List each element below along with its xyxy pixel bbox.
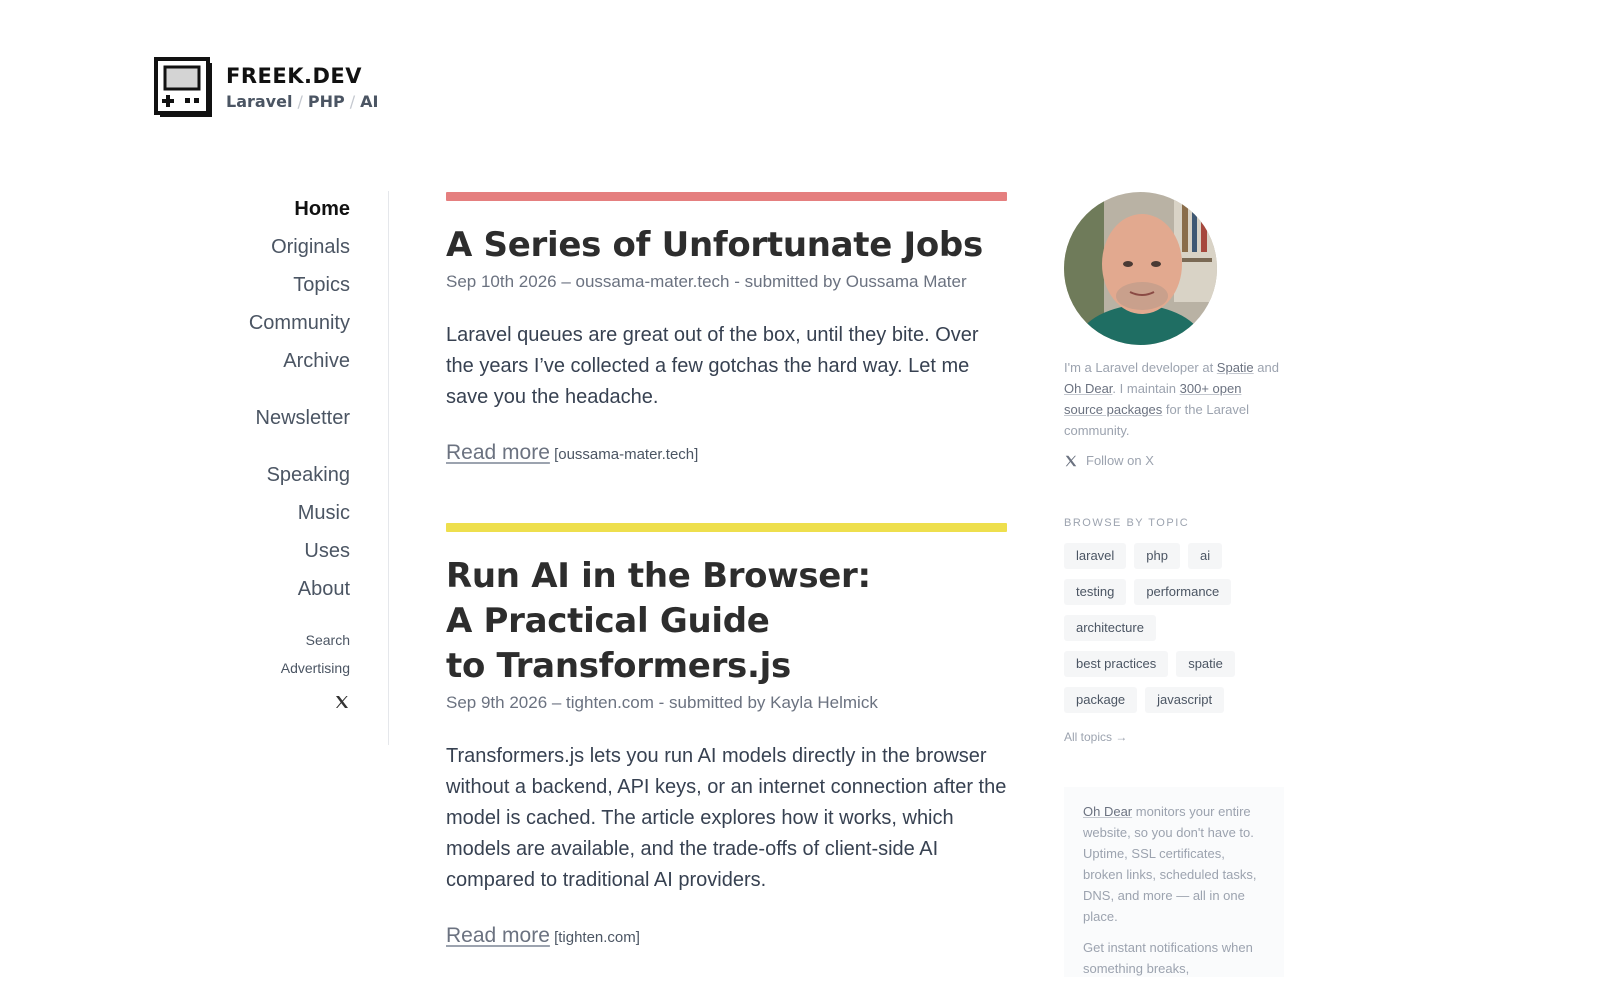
article-excerpt: Transformers.js lets you run AI models directly in the browser without a backend, API keys, or an internet connection after the model is cached. The article explores how it works, which models are available, and the trade-offs of client-side AI compared to traditional AI providers. <box>446 745 1007 891</box>
tagline-ai: AI <box>360 92 379 111</box>
article-meta: Sep 10th 2026 – oussama-mater.tech - submitted by Oussama Mater <box>446 272 967 291</box>
article-title-line: Run AI in the Browser: <box>446 556 871 596</box>
tag-architecture[interactable]: architecture <box>1064 615 1156 641</box>
promo-text: monitors your entire website, so you don't have to. Uptime, SSL certificates, broken links, scheduled tasks, DNS, and more — all in one place. <box>1083 804 1257 924</box>
article-source: [oussama-mater.tech] <box>554 446 699 463</box>
oh-dear-promo <box>1064 787 1284 977</box>
read-more-row <box>446 924 1007 948</box>
packages-link[interactable]: 300+ open source packages <box>1064 381 1242 417</box>
oh-dear-link[interactable]: Oh Dear <box>1064 381 1113 396</box>
bio-text: . I maintain <box>1112 381 1180 396</box>
nav-speaking[interactable]: Speaking <box>266 464 350 486</box>
article-title-line: to Transformers.js <box>446 646 791 686</box>
read-more-row <box>446 441 1007 465</box>
follow-label: Follow on X <box>1086 453 1154 468</box>
tagline-laravel: Laravel <box>226 92 293 111</box>
article-card <box>446 523 1007 948</box>
article-title-line: A Practical Guide <box>446 601 770 641</box>
x-logo-icon <box>1064 454 1078 468</box>
article-color-bar <box>446 523 1007 532</box>
tag-ai[interactable]: ai <box>1188 543 1222 569</box>
nav-archive[interactable]: Archive <box>283 350 350 372</box>
nav-home[interactable]: Home <box>294 198 350 220</box>
read-more-link[interactable]: Read more <box>446 441 550 464</box>
topic-tags <box>1064 543 1284 713</box>
promo-oh-dear-link[interactable]: Oh Dear <box>1083 804 1133 819</box>
site-tagline <box>226 92 378 111</box>
tag-package[interactable]: package <box>1064 687 1137 713</box>
tag-testing[interactable]: testing <box>1064 579 1126 605</box>
gameboy-logo-icon <box>154 57 212 117</box>
nav-topics[interactable]: Topics <box>293 274 350 296</box>
tag-php[interactable]: php <box>1134 543 1180 569</box>
article-meta: Sep 9th 2026 – tighten.com - submitted by Kayla Helmick <box>446 693 878 712</box>
article-excerpt: Laravel queues are great out of the box, until they bite. Over the years I’ve collected a few gotchas the hard way. Let me save you the headache. <box>446 324 979 408</box>
tag-laravel[interactable]: laravel <box>1064 543 1126 569</box>
site-logo[interactable] <box>154 57 378 117</box>
bio-text: I'm a Laravel developer at <box>1064 360 1217 375</box>
read-more-link[interactable]: Read more <box>446 924 550 947</box>
article-card <box>446 192 1007 465</box>
article-color-bar <box>446 192 1007 201</box>
nav-advertising[interactable]: Advertising <box>280 660 350 676</box>
article-list <box>446 192 1007 1000</box>
nav-about[interactable]: About <box>297 578 350 600</box>
nav-community[interactable]: Community <box>248 312 350 334</box>
tagline-separator: / <box>297 92 303 111</box>
main-nav <box>150 190 350 710</box>
browse-by-topic-heading: BROWSE BY TOPIC <box>1064 517 1190 529</box>
bio-text: for the Laravel community. <box>1064 402 1249 438</box>
bio-text: and <box>1253 360 1279 375</box>
nav-music[interactable]: Music <box>297 502 350 524</box>
spatie-link[interactable]: Spatie <box>1216 360 1254 375</box>
sidebar <box>1064 192 1284 977</box>
site-title[interactable]: FREEK.DEV <box>226 64 362 88</box>
tag-performance[interactable]: performance <box>1134 579 1231 605</box>
nav-originals[interactable]: Originals <box>271 236 350 258</box>
tag-best-practices[interactable]: best practices <box>1064 651 1168 677</box>
nav-uses[interactable]: Uses <box>304 540 350 562</box>
tagline-separator: / <box>349 92 356 111</box>
tag-javascript[interactable]: javascript <box>1145 687 1224 713</box>
tag-spatie[interactable]: spatie <box>1176 651 1235 677</box>
article-source: [tighten.com] <box>554 929 640 946</box>
tagline-php: PHP <box>307 92 345 111</box>
all-topics-link[interactable]: All topics → <box>1064 730 1128 744</box>
article-title[interactable] <box>446 554 1007 689</box>
nav-divider <box>388 191 389 745</box>
nav-newsletter[interactable]: Newsletter <box>255 407 350 429</box>
follow-on-x-link[interactable] <box>1064 453 1284 468</box>
article-title[interactable]: A Series of Unfortunate Jobs <box>446 225 983 265</box>
x-logo-icon[interactable] <box>334 694 350 710</box>
author-bio <box>1064 357 1284 441</box>
nav-search[interactable]: Search <box>305 632 350 648</box>
promo-text: Get instant notifications when something breaks, <box>1083 940 1253 976</box>
avatar <box>1064 192 1217 345</box>
